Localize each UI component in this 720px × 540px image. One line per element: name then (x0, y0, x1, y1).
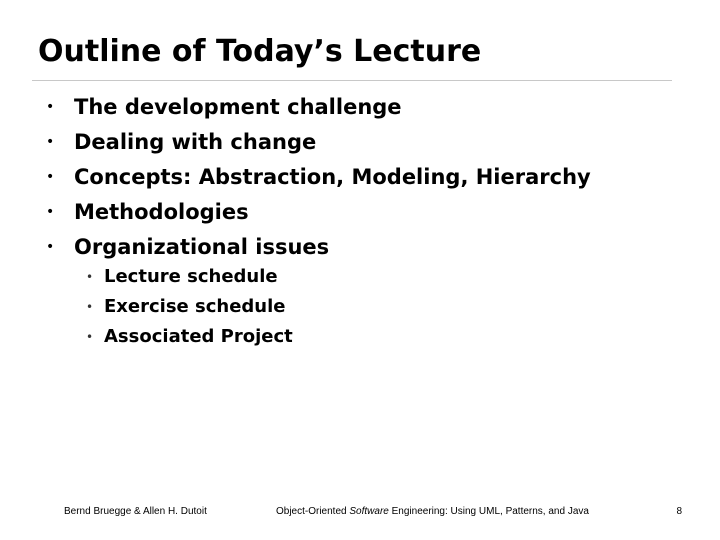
bullet-text: The development challenge (74, 95, 402, 119)
bullet-icon: • (46, 134, 55, 150)
page-number: 8 (676, 506, 682, 517)
sub-bullet-text: Associated Project (104, 326, 293, 347)
bullet-icon: • (46, 239, 55, 255)
bullet-icon: • (46, 99, 55, 115)
title-divider (32, 80, 672, 81)
footer-authors: Bernd Bruegge & Allen H. Dutoit (64, 506, 207, 517)
bullet-text: Dealing with change (74, 130, 317, 154)
bullet-icon: • (86, 270, 94, 284)
book-title-suffix: Engineering: Using UML, Patterns, and Java (388, 506, 589, 517)
book-title-prefix: Object-Oriented (276, 506, 350, 517)
footer-book-title (276, 506, 589, 517)
bullet-icon: • (86, 300, 94, 314)
sub-bullet-text: Lecture schedule (104, 266, 278, 287)
bullet-text: Methodologies (74, 200, 249, 224)
bullet-icon: • (46, 204, 55, 220)
sub-bullet-text: Exercise schedule (104, 296, 286, 317)
bullet-text: Organizational issues (74, 235, 330, 259)
bullet-icon: • (86, 330, 94, 344)
bullet-icon: • (46, 169, 55, 185)
book-title-emphasis: Software (349, 506, 389, 517)
bullet-text: Concepts: Abstraction, Modeling, Hierarchy (74, 165, 591, 189)
slide-title: Outline of Today’s Lecture (38, 34, 482, 69)
